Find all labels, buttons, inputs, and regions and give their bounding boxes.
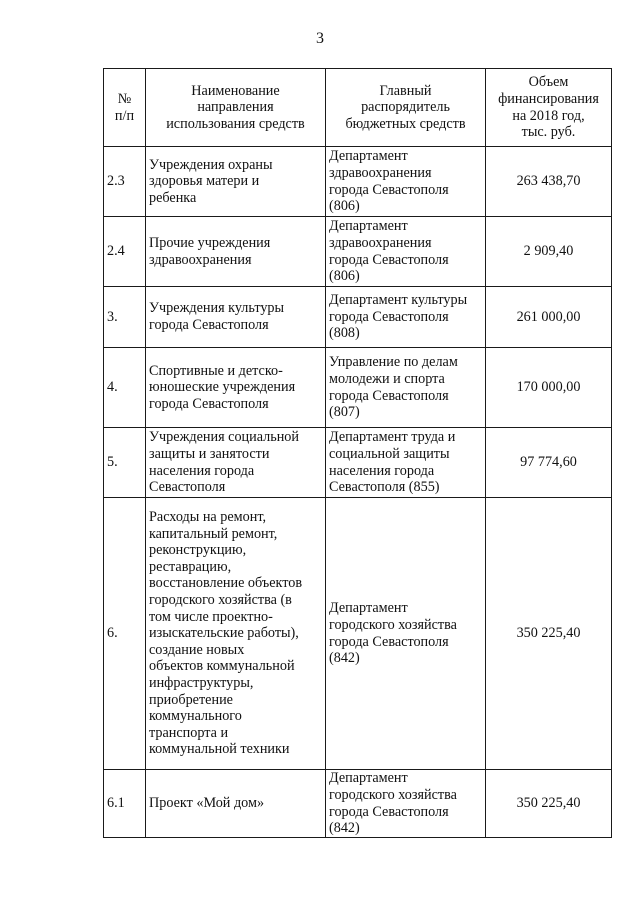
table-row	[104, 287, 612, 348]
row-admin: Управление по делам молодежи и спорта города Севастополя (807)	[326, 348, 486, 428]
row-admin: Департамент городского хозяйства города Севастополя (842)	[326, 498, 486, 770]
row-name: Учреждения охраны здоровья матери и ребенка	[146, 147, 326, 217]
row-admin: Департамент труда и социальной защиты населения города Севастополя (855)	[326, 428, 486, 498]
row-name: Расходы на ремонт, капитальный ремонт, реконструкцию, реставрацию, восстановление объектов городского хозяйства (в том числе проектно- изыскательские работы), создание новых объектов коммунальной инфраструктуры, приобретение коммунального транспорта и коммунальной техники	[146, 498, 326, 770]
row-name: Учреждения социальной защиты и занятости населения города Севастополя	[146, 428, 326, 498]
row-admin: Департамент здравоохранения города Севастополя (806)	[326, 147, 486, 217]
row-amount: 263 438,70	[486, 147, 612, 217]
row-amount: 350 225,40	[486, 770, 612, 838]
row-name: Прочие учреждения здравоохранения	[146, 217, 326, 287]
table-row	[104, 428, 612, 498]
row-num: 5.	[104, 428, 146, 498]
row-amount: 170 000,00	[486, 348, 612, 428]
header-name: Наименование направления использования средств	[146, 69, 326, 147]
page-number: 3	[316, 30, 324, 47]
table-header-row	[104, 69, 612, 147]
header-amount: Объем финансирования на 2018 год, тыс. руб.	[486, 69, 612, 147]
row-name: Проект «Мой дом»	[146, 770, 326, 838]
row-amount: 2 909,40	[486, 217, 612, 287]
row-num: 6.	[104, 498, 146, 770]
row-amount: 97 774,60	[486, 428, 612, 498]
row-amount: 350 225,40	[486, 498, 612, 770]
row-num: 3.	[104, 287, 146, 348]
row-num: 2.4	[104, 217, 146, 287]
table-row	[104, 770, 612, 838]
row-num: 4.	[104, 348, 146, 428]
table-row	[104, 498, 612, 770]
row-amount: 261 000,00	[486, 287, 612, 348]
header-num: № п/п	[104, 69, 146, 147]
row-name: Спортивные и детско- юношеские учреждения города Севастополя	[146, 348, 326, 428]
row-name: Учреждения культуры города Севастополя	[146, 287, 326, 348]
row-admin: Департамент городского хозяйства города Севастополя (842)	[326, 770, 486, 838]
row-num: 2.3	[104, 147, 146, 217]
row-admin: Департамент здравоохранения города Севастополя (806)	[326, 217, 486, 287]
budget-table	[103, 68, 612, 838]
row-admin: Департамент культуры города Севастополя (808)	[326, 287, 486, 348]
table-row	[104, 147, 612, 217]
table-row	[104, 348, 612, 428]
row-num: 6.1	[104, 770, 146, 838]
header-admin: Главный распорядитель бюджетных средств	[326, 69, 486, 147]
table-row	[104, 217, 612, 287]
